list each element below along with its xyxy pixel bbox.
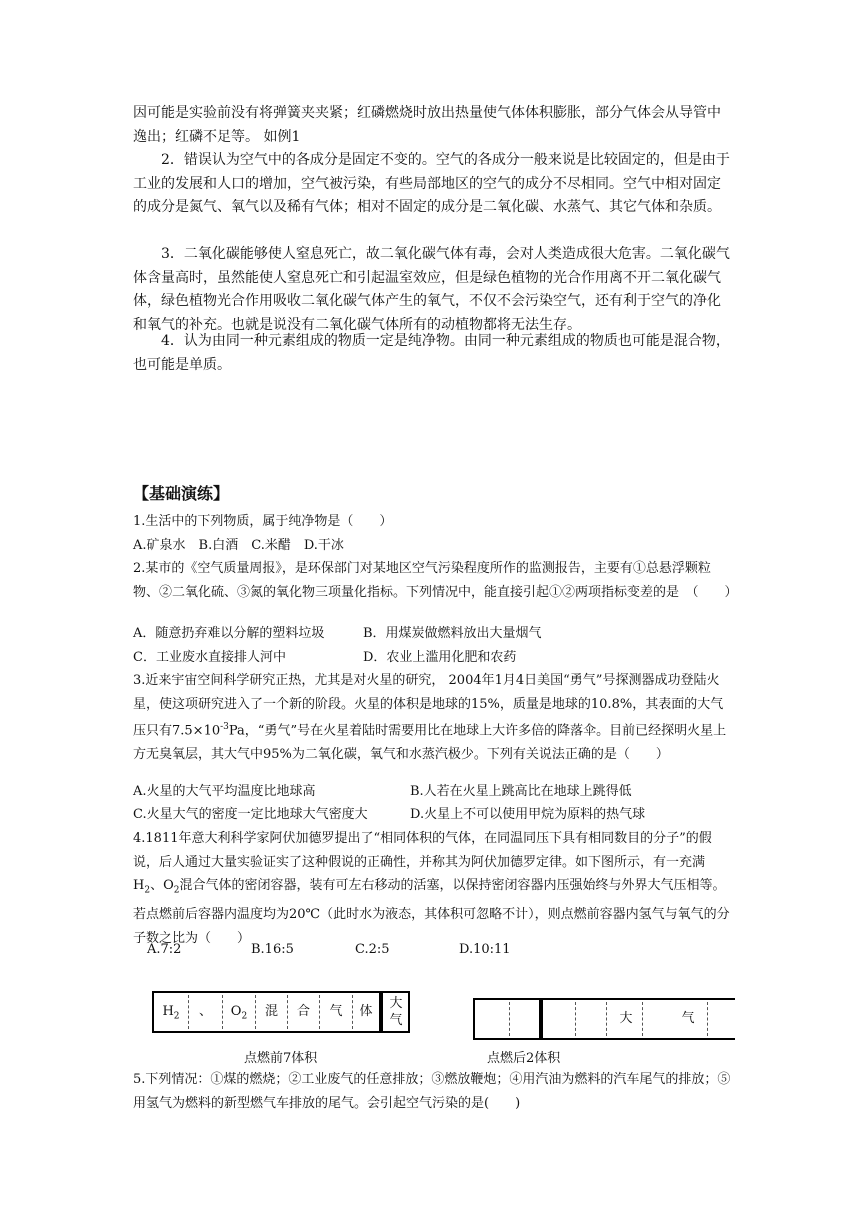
label-mix-3: 气 [329, 1004, 343, 1019]
paragraph-misconception-3: 3．二氧化碳能够使人窒息死亡，故二氧化碳气体有毒，会对人类造成很大危害。二氧化碳气体含量高时，虽然能使人窒息死亡和引起温室效应，但是绿色植物的光合作用离不开二氧化碳气体，绿色植物光合作用吸收二氧化碳气体产生的氧气，不仅不会污染空气，还有利于空气的净化和氧气的补充。也就是说没有二氧化碳气体所有的动植物都将无法生存。 [133, 246, 730, 333]
option-d: D.火星上不可以使用甲烷为原料的热气球 [410, 807, 646, 822]
option-a: A.7:2 [147, 942, 182, 957]
caption-after: 点燃后2体积 [487, 1051, 561, 1066]
question-4-options [147, 938, 747, 962]
label-mix-4: 体 [359, 1004, 373, 1019]
section-heading: 【基础演练】 [133, 484, 230, 503]
question-4-stem: 4.1811年意大利科学家阿伏加德罗提出了“相同体积的气体，在同温同压下具有相同数目的分子”的假说，后人通过大量实验证实了这种假说的正确性，并称其为阿伏加德罗定律。如下图所示，有一充满$H_2$、$O_2$混合气体的密闭容器，装有可左右移动的活塞，以保持密闭容器内压强始终与外界大气压相等。若点燃前后容器内温度均为20℃（此时水为液态，其体积可忽略不计），则点燃前容器内氢气与氧气的分子数之比为（ ） [133, 831, 730, 946]
label-h2: $H_2$ [162, 1004, 180, 1022]
question-2-options-row1 [133, 622, 733, 646]
divider [606, 1002, 607, 1036]
question-2-options-row2 [133, 646, 733, 670]
paragraph-misconception-4: 4．认为由同一种元素组成的物质一定是纯净物。由同一种元素组成的物质也可能是混合物，也可能是单质。 [133, 333, 730, 373]
paragraph-intro-cont: 因可能是实验前没有将弹簧夹夹紧；红磷燃烧时放出热量使气体体积膨胀，部分气体会从导管中逸出；红磷不足等。 如例1 [133, 105, 721, 145]
label-separator: 、 [198, 1004, 212, 1019]
paragraph-misconception-2: 2．错误认为空气中的各成分是固定不变的。空气的各成分一般来说是比较固定的，但是由于工业的发展和人口的增加，空气被污染，有些局部地区的空气的成分不尽相同。空气中相对固定的成分是氮气、氧气以及稀有气体；相对不固定的成分是二氧化碳、水蒸气、其它气体和杂质。 [133, 152, 730, 215]
question-5-stem: 5.下列情况：①煤的燃烧；②工业废气的任意排放；③燃放鞭炮；④用汽油为燃料的汽车尾气的排放；⑤用氢气为燃料的新型燃气车排放的尾气。会引起空气污染的是( ) [133, 1072, 731, 1111]
label-mix-1: 混 [264, 1004, 278, 1019]
option-c: C.火星大气的密度一定比地球大气密度大 [133, 807, 368, 822]
divider [642, 1002, 643, 1036]
divider [575, 1002, 576, 1036]
option-b: B．用煤炭做燃料放出大量烟气 [363, 626, 542, 641]
option-d: D.10:11 [459, 942, 511, 957]
option-a: A.火星的大气平均温度比地球高 [133, 784, 316, 799]
question-3-options-row1 [133, 780, 733, 804]
label-atmosphere-1: 大 [619, 1011, 633, 1026]
container-after-diagram [473, 998, 735, 1040]
label-o2: $O_2$ [230, 1004, 248, 1022]
option-a: A．随意扔弃难以分解的塑料垃圾 [133, 626, 325, 641]
piston [539, 998, 543, 1040]
divider [707, 1002, 708, 1036]
question-2-stem: 2.某市的《空气质量周报》，是环保部门对某地区空气污染程度所作的监测报告，主要有①总悬浮颗粒物、②二氧化硫、③氮的氧化物三项量化指标。下列情况中，能直接引起①②两项指标变差的是 （ ） [133, 561, 738, 600]
option-b: B.16:5 [251, 942, 294, 957]
label-atmosphere-2: 气 [681, 1011, 695, 1026]
option-d: D．农业上滥用化肥和农药 [363, 650, 517, 665]
option-c: C.2:5 [355, 942, 390, 957]
option-b: B.人若在火星上跳高比在地球上跳得低 [410, 784, 632, 799]
question-1-stem: 1.生活中的下列物质，属于纯净物是（ ） [133, 514, 393, 529]
caption-before: 点燃前7体积 [244, 1051, 318, 1066]
piston [379, 991, 383, 1033]
question-3-options-row2 [133, 803, 733, 827]
label-atmosphere: 大 气 [389, 996, 403, 1028]
label-mix-2: 合 [296, 1004, 310, 1019]
container-before-diagram [152, 991, 410, 1033]
question-3-stem: 3.近来宇宙空间科学研究正热，尤其是对火星的研究， 2004年1月4日美国“勇气”号探测器成功登陆火星，使这项研究进入了一个新的阶段。火星的体积是地球的15%，质量是地球的10.8%，其表面的大气压只有$7.5\times 10^{-3}Pa$，“勇气”号在火星着陆时需要用比在地球上大许多倍的降落伞。目前已经探明火星上方无臭氧层，其大气中95%为二氧化碳，氧气和水蒸汽极少。下列有关说法正确的是（ ） [133, 673, 727, 762]
divider [509, 1002, 510, 1036]
question-1-options: A.矿泉水 B.白酒 C.米醋 D.干冰 [133, 538, 344, 553]
option-c: C．工业废水直接排人河中 [133, 650, 286, 665]
